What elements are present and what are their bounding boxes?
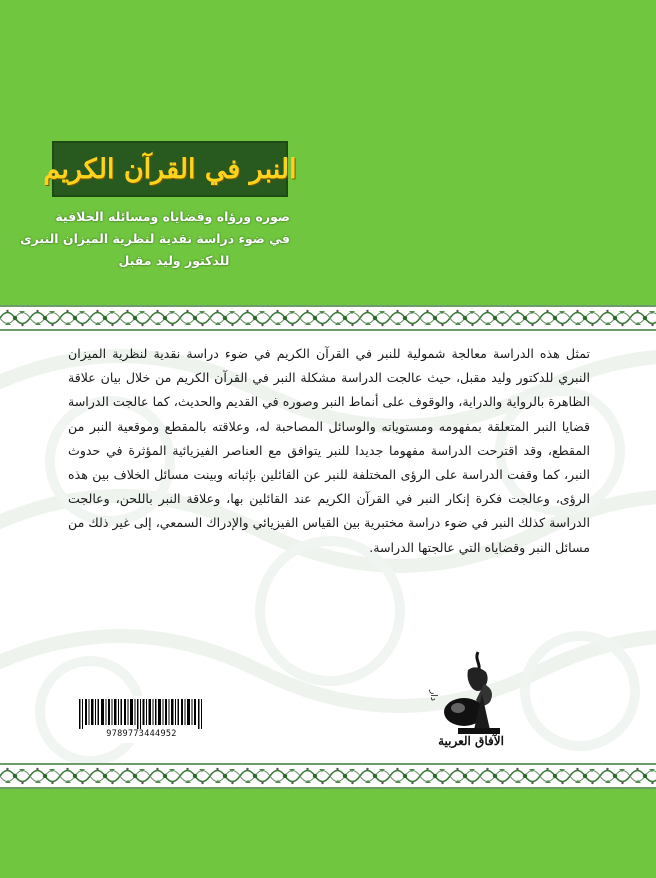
subtitle-block bbox=[20, 206, 290, 272]
subtitle-line: صوره ورؤاه وقضاياه ومسائله الخلافية bbox=[55, 209, 290, 224]
author-line: للدكتور وليد مقبل bbox=[118, 253, 230, 268]
ornament-border-bottom bbox=[0, 763, 656, 789]
description-paragraph: تمثل هذه الدراسة معالجة شمولية للنبر في القرآن الكريم في ضوء دراسة نقدية لنظرية الميزان النبري للدكتور وليد مقبل، حيث عالجت الدراسة مشكلة النبر في القرآن الكريم من خلال بيان علاقة الظاهرة بالرواية والدراية، والوقوف على أنماط النبر وصوره في القديم والحديث، كما عالجت الدراسة قضايا النبر المتعلقة بمفهومه ومستوياته والوسائل المصاحبة له، وعلاقته بالمقطع وموقعية النبر من المقطع، وقد اقترحت الدراسة مفهوما جديدا للنبر يتوافق مع العناصر الفيزيائية المؤثرة في حدوث النبر، كما وقفت الدراسة على الرؤى المختلفة للنبر عن القائلين بإثباته وبينت مسائل الخلاف بين هذه الرؤى، وعالجت فكرة إنكار النبر في القرآن الكريم عند القائلين بها، وعلاقة النبر باللحن، وعالجت الدراسة كذلك النبر في ضوء دراسة مختبرية بين القياس الفيزيائي والإدراك السمعي، إلى غير ذلك من مسائل النبر وقضاياه التي عالجتها الدراسة. bbox=[68, 346, 590, 555]
ornament-border-top bbox=[0, 305, 656, 331]
subtitle-line: في ضوء دراسة نقدية لنظرية الميزان النبرى bbox=[20, 231, 290, 246]
title-box bbox=[43, 141, 297, 197]
bottom-green-band bbox=[0, 789, 656, 878]
publisher-name: الآفاق العربية bbox=[438, 734, 504, 748]
publisher-logo bbox=[430, 650, 510, 758]
isbn-number: 9789773444952 bbox=[106, 729, 177, 739]
publisher-dar-label: دار bbox=[428, 690, 438, 701]
book-title: النبر في القرآن الكريم bbox=[43, 153, 297, 185]
arabesque-border-icon bbox=[0, 763, 656, 789]
lamp-figure-logo-icon bbox=[438, 650, 508, 736]
isbn-barcode bbox=[75, 696, 208, 743]
arabesque-border-icon bbox=[0, 305, 656, 331]
barcode-icon bbox=[79, 699, 204, 729]
